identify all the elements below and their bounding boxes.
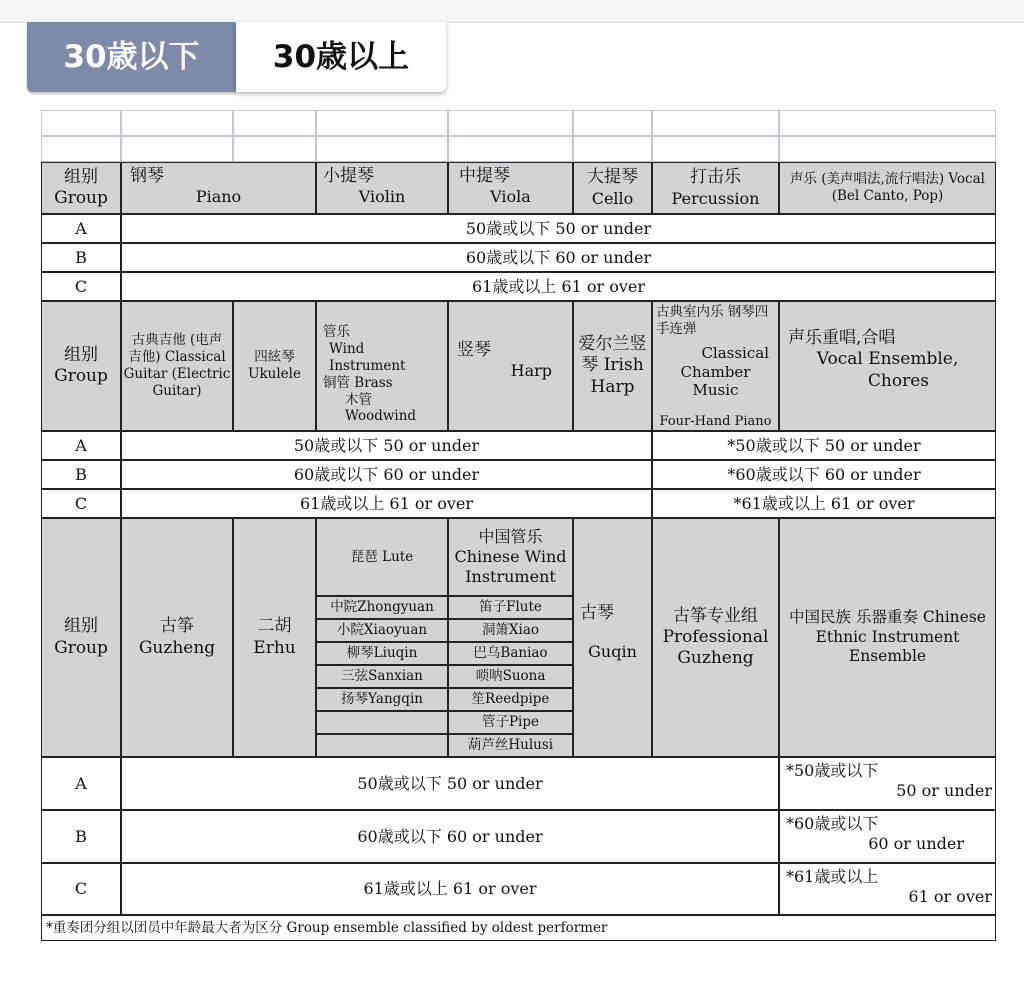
guitar-line-4: Guitar) bbox=[152, 382, 202, 399]
group-label-c: C bbox=[41, 272, 121, 301]
ensemble-age-c-line-1: *61歳或以上 bbox=[786, 867, 879, 886]
cwind-line-2: Chinese Wind bbox=[454, 547, 567, 566]
group-header-en: Group bbox=[54, 366, 108, 386]
irish-harp-header bbox=[573, 301, 652, 431]
age-range-b: 60歳或以下 60 or under bbox=[121, 243, 996, 272]
ethnic-line-1: 中国民族 乐器重奏 Chinese bbox=[789, 608, 986, 627]
tab-over-30[interactable]: 30歳以上 bbox=[236, 22, 446, 92]
ensemble-line-2: Vocal Ensemble, bbox=[816, 349, 959, 370]
viola-zh: 中提琴 bbox=[459, 166, 510, 186]
group-label-c: C bbox=[41, 489, 121, 518]
prof-line-2: Professional bbox=[662, 626, 769, 647]
guitar-line-3: Guitar (Electric bbox=[123, 366, 231, 382]
group-label-a: A bbox=[41, 431, 121, 460]
group-header-zh: 组别 bbox=[64, 344, 98, 365]
empty-cell bbox=[41, 110, 121, 136]
age-range-c: 61歳或以上 61 or over bbox=[121, 863, 779, 915]
plucked-item: 中院Zhongyuan bbox=[316, 596, 448, 619]
ensemble-line-3: Chores bbox=[867, 370, 929, 391]
ukulele-zh: 四絃琴 bbox=[254, 349, 295, 366]
guzheng-header bbox=[121, 518, 233, 757]
empty-cell bbox=[779, 110, 996, 136]
guqin-en: Guqin bbox=[588, 642, 637, 662]
empty-cell bbox=[316, 711, 448, 734]
vocal-line-2: (Bel Canto, Pop) bbox=[831, 188, 944, 204]
vocal-header bbox=[779, 162, 996, 214]
plucked-item: 扬琴Yangqin bbox=[316, 688, 448, 711]
empty-cell bbox=[316, 110, 448, 136]
chinese-wind-header bbox=[448, 518, 573, 596]
guqin-header bbox=[573, 518, 652, 757]
wind-line-2: Wind Instrument bbox=[329, 340, 406, 374]
group-header-en: Group bbox=[54, 637, 108, 658]
guzheng-en: Guzheng bbox=[138, 637, 216, 658]
violin-header bbox=[316, 162, 448, 214]
cello-header bbox=[573, 162, 652, 214]
wind-item: 巴乌Baniao bbox=[448, 642, 573, 665]
lute-header: 琵琶 Lute bbox=[316, 518, 448, 596]
group-label-b: B bbox=[41, 243, 121, 272]
piano-header bbox=[121, 162, 316, 214]
age-range-c: 61歳或以上 61 or over bbox=[121, 272, 996, 301]
prof-line-3: Guzheng bbox=[677, 648, 754, 669]
irish-line-3: Harp bbox=[590, 376, 635, 397]
harp-zh: 竖琴 bbox=[457, 340, 491, 360]
wind-item: 管子Pipe bbox=[448, 711, 573, 734]
chamber-header bbox=[652, 301, 779, 431]
guqin-zh: 古琴 bbox=[580, 603, 614, 623]
percussion-zh: 打击乐 bbox=[690, 167, 741, 188]
vocal-ensemble-header bbox=[779, 301, 996, 431]
harp-header bbox=[448, 301, 573, 431]
percussion-header bbox=[652, 162, 779, 214]
ensemble-age-b-line-1: *60歳或以下 bbox=[786, 814, 879, 833]
wind-item: 笛子Flute bbox=[448, 596, 573, 619]
group-header bbox=[41, 518, 121, 757]
empty-cell bbox=[316, 734, 448, 757]
erhu-header bbox=[233, 518, 316, 757]
empty-cell bbox=[233, 136, 316, 162]
chamber-line-5: Four-Hand Piano bbox=[659, 414, 772, 429]
tab-under-30[interactable]: 30歳以下 bbox=[27, 22, 236, 92]
plucked-item: 三弦Sanxian bbox=[316, 665, 448, 688]
percussion-en: Percussion bbox=[671, 188, 760, 208]
ensemble-age-c-line-2: 61 or over bbox=[908, 887, 992, 906]
ethnic-ensemble-header bbox=[779, 518, 996, 757]
chamber-line-4: Chamber Music bbox=[680, 362, 751, 400]
chamber-line-2: 手连弹 bbox=[656, 320, 697, 337]
group-label-a: A bbox=[41, 214, 121, 243]
age-range-a: 50歳或以下 50 or under bbox=[121, 431, 652, 460]
group-label-b: B bbox=[41, 810, 121, 863]
ensemble-line-1: 声乐重唱,合唱 bbox=[788, 328, 896, 348]
wind-line-1: 管乐 bbox=[323, 324, 350, 340]
professional-guzheng-header bbox=[652, 518, 779, 757]
group-header bbox=[41, 162, 121, 214]
cello-zh: 大提琴 bbox=[587, 167, 638, 188]
wind-item: 葫芦丝Hulusi bbox=[448, 734, 573, 757]
ensemble-age-range-c bbox=[779, 863, 996, 915]
viola-header bbox=[448, 162, 573, 214]
chamber-line-3: Classical bbox=[701, 343, 769, 362]
erhu-en: Erhu bbox=[253, 637, 296, 658]
ensemble-age-range-a bbox=[779, 757, 996, 810]
empty-cell bbox=[573, 110, 652, 136]
empty-cell bbox=[121, 136, 233, 162]
ensemble-age-a-line-2: 50 or under bbox=[896, 781, 992, 800]
age-range-c: 61歳或以上 61 or over bbox=[121, 489, 652, 518]
empty-cell bbox=[41, 136, 121, 162]
piano-zh: 钢琴 bbox=[130, 166, 164, 186]
empty-cell bbox=[573, 136, 652, 162]
empty-cell bbox=[233, 110, 316, 136]
ensemble-age-b-line-2: 60 or under bbox=[868, 834, 964, 853]
empty-cell bbox=[316, 136, 448, 162]
group-label-a: A bbox=[41, 757, 121, 810]
viola-en: Viola bbox=[490, 187, 531, 207]
ensemble-age-range-c: *61歳或以上 61 or over bbox=[652, 489, 996, 518]
cello-en: Cello bbox=[591, 188, 634, 208]
erhu-zh: 二胡 bbox=[257, 616, 292, 637]
guzheng-zh: 古筝 bbox=[160, 616, 194, 637]
plucked-item: 柳琴Liuqin bbox=[316, 642, 448, 665]
ethnic-line-2: Ethnic Instrument Ensemble bbox=[815, 627, 960, 666]
wind-line-4: 木管 Woodwind bbox=[345, 391, 417, 425]
age-range-a: 50歳或以下 50 or under bbox=[121, 757, 779, 810]
group-header-en: Group bbox=[54, 188, 108, 208]
ensemble-age-range-b: *60歳或以下 60 or under bbox=[652, 460, 996, 489]
group-label-c: C bbox=[41, 863, 121, 915]
piano-en: Piano bbox=[195, 187, 242, 207]
irish-line-1: 爱尔兰竖 bbox=[578, 334, 647, 355]
empty-cell bbox=[448, 136, 573, 162]
empty-cell bbox=[652, 110, 779, 136]
ensemble-age-range-b bbox=[779, 810, 996, 863]
ensemble-age-a-line-1: *50歳或以下 bbox=[786, 761, 879, 780]
empty-cell bbox=[448, 110, 573, 136]
plucked-item: 小院Xiaoyuan bbox=[316, 619, 448, 642]
group-header-zh: 组别 bbox=[64, 616, 98, 637]
guitar-line-1: 古典吉他 (电声 bbox=[131, 332, 223, 349]
harp-en: Harp bbox=[510, 361, 552, 381]
guitar-header bbox=[121, 301, 233, 431]
browser-top-bar bbox=[0, 0, 1024, 23]
vocal-line-1: 声乐 (美声唱法,流行唱法) Vocal bbox=[790, 171, 985, 188]
age-range-b: 60歳或以下 60 or under bbox=[121, 460, 652, 489]
ensemble-age-range-a: *50歳或以下 50 or under bbox=[652, 431, 996, 460]
empty-cell bbox=[652, 136, 779, 162]
ukulele-header bbox=[233, 301, 316, 431]
wind-line-3: 铜管 Brass bbox=[323, 374, 393, 391]
footnote: *重奏团分组以团员中年龄最大者为区分 Group ensemble classified by oldest performer bbox=[41, 915, 996, 941]
empty-cell bbox=[779, 136, 996, 162]
cwind-line-1: 中国管乐 bbox=[478, 527, 543, 546]
chamber-line-1: 古典室内乐 钢琴四 bbox=[656, 304, 769, 320]
ukulele-en: Ukulele bbox=[248, 366, 301, 382]
cwind-line-3: Instrument bbox=[465, 567, 556, 586]
group-header-zh: 组别 bbox=[64, 166, 98, 187]
irish-line-2: 琴 Irish bbox=[581, 355, 644, 376]
group-header bbox=[41, 301, 121, 431]
group-label-b: B bbox=[41, 460, 121, 489]
age-range-b: 60歳或以下 60 or under bbox=[121, 810, 779, 863]
wind-item: 洞箫Xiao bbox=[448, 619, 573, 642]
violin-zh: 小提琴 bbox=[323, 166, 374, 186]
age-range-a: 50歳或以下 50 or under bbox=[121, 214, 996, 243]
wind-item: 笙Reedpipe bbox=[448, 688, 573, 711]
violin-en: Violin bbox=[358, 187, 406, 207]
empty-cell bbox=[121, 110, 233, 136]
guitar-line-2: 吉他) Classical bbox=[128, 349, 226, 366]
wind-header bbox=[316, 301, 448, 431]
prof-line-1: 古筝专业组 bbox=[673, 605, 758, 626]
wind-item: 唢呐Suona bbox=[448, 665, 573, 688]
